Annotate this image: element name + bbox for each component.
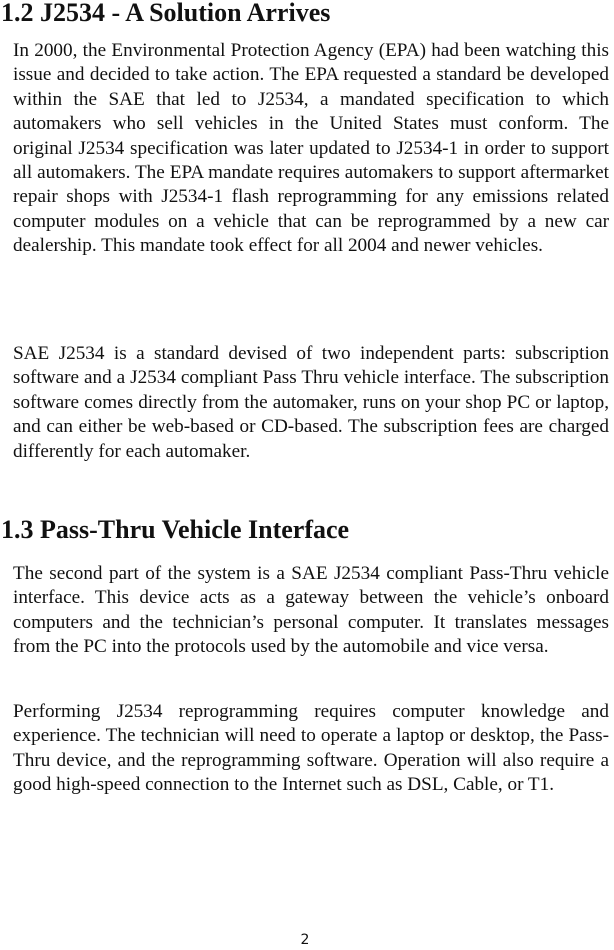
paragraph-pass-thru-interface: The second part of the system is a SAE J2534 compliant Pass-Thru vehicle interface. This device acts as a gateway between the vehicle’s onboard computers and the technician’s personal computer. It translates messages from the PC into the protocols used by the automobile and vice versa. [13, 563, 609, 658]
paragraph-reprogramming-requirements: Performing J2534 reprogramming requires computer knowledge and experience. The technician will need to operate a laptop or desktop, the Pass-Thru device, and the reprogramming software. Operation will also require a good high-speed connection to the Internet such as DSL, Cable, or T1. [13, 701, 609, 796]
page-number: 2 [300, 932, 310, 948]
section-heading-1-3: 1.3 Pass-Thru Vehicle Interface [1, 515, 350, 544]
paragraph-j2534-parts: SAE J2534 is a standard devised of two independent parts: subscription software and a J2534 compliant Pass Thru vehicle interface. The subscription software comes directly from the automaker, runs on your shop PC or laptop, and can either be web-based or CD-based. The subscription fees are charged differently for each automaker. [13, 343, 609, 462]
section-heading-1-2: 1.2 J2534 - A Solution Arrives [1, 0, 331, 27]
paragraph-epa-mandate: In 2000, the Environmental Protection Agency (EPA) had been watching this issue and decided to take action. The EPA requested a standard be developed within the SAE that led to J2534, a mandated specification to which automakers who sell vehicles in the United States must conform. The original J2534 specification was later updated to J2534-1 in order to support all automakers. The EPA mandate requires automakers to support aftermarket repair shops with J2534-1 flash reprogramming for any emissions related computer modules on a vehicle that can be reprogrammed by a new car dealership. This mandate took effect for all 2004 and newer vehicles. [13, 40, 609, 257]
